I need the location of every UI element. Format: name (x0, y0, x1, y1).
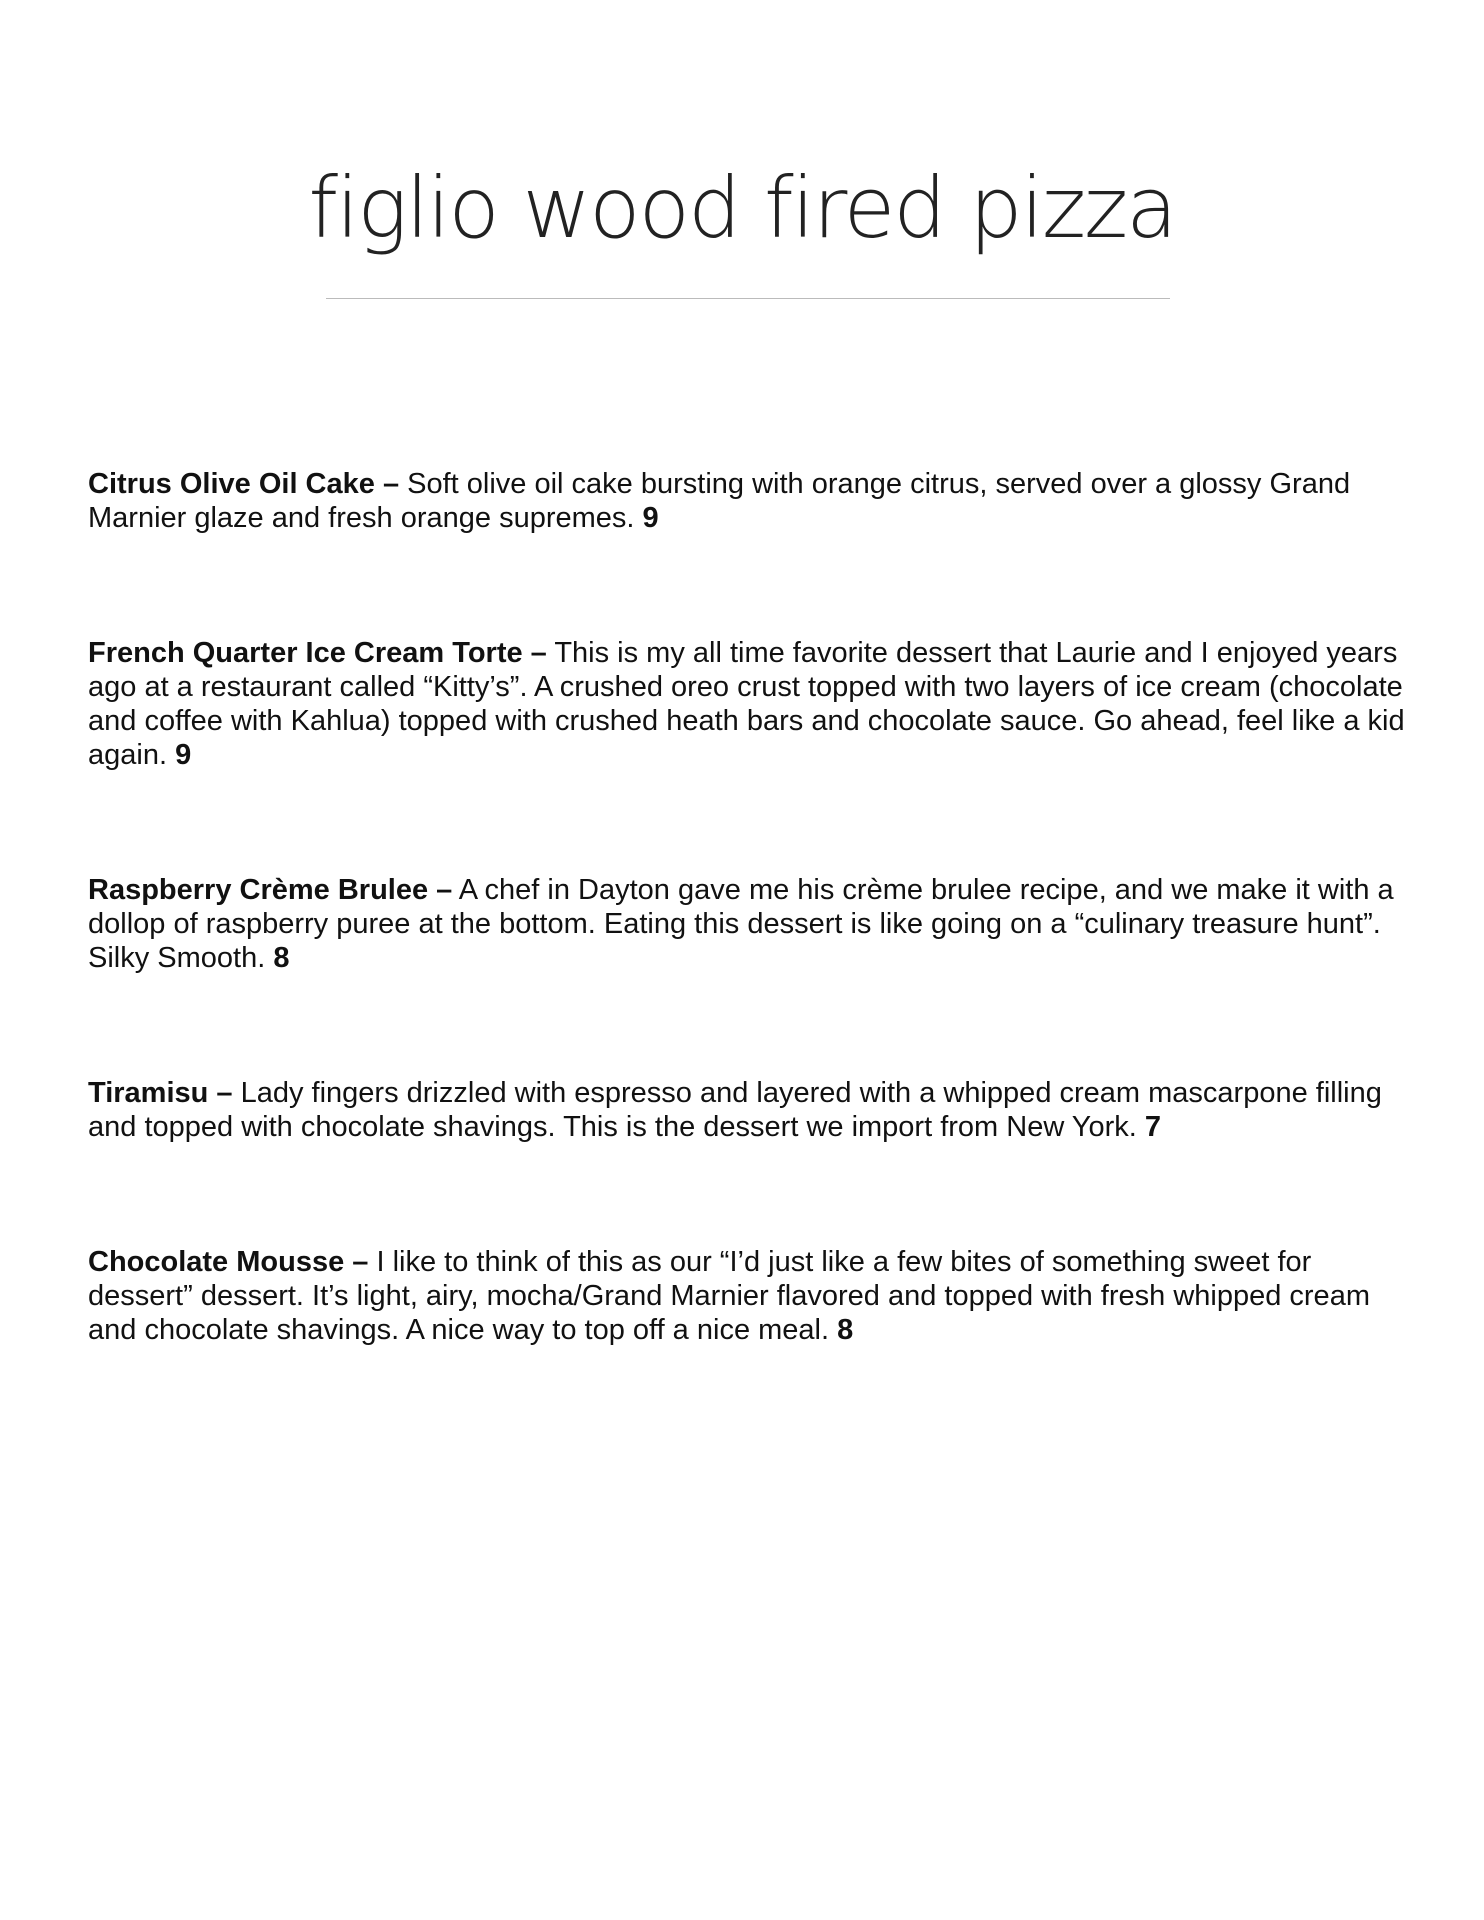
menu-item-chocolate-mousse (88, 1245, 1418, 1347)
item-name: Chocolate Mousse – (88, 1246, 369, 1278)
item-description: A chef in Dayton gave me his crème brulee recipe, and we make it with a dollop of raspberry puree at the bottom. Eating this dessert is like going on a “culinary treasure hunt”. Silky Smooth. (88, 874, 1394, 974)
menu-item-french-quarter-ice-cream-torte (88, 636, 1418, 772)
title-divider (326, 298, 1170, 299)
dessert-menu (88, 467, 1418, 1448)
item-description: I like to think of this as our “I’d just like a few bites of something sweet for dessert” dessert. It’s light, airy, mocha/Grand Marnier flavored and topped with fresh whipped cream and chocolate shavings. A nice way to top off a nice meal. (88, 1246, 1370, 1346)
menu-item-raspberry-creme-brulee (88, 873, 1418, 975)
item-price: 7 (1144, 1111, 1162, 1143)
menu-item-citrus-olive-oil-cake (88, 467, 1418, 535)
item-description: Lady fingers drizzled with espresso and layered with a whipped cream mascarpone filling and topped with chocolate shavings. This is the dessert we import from New York. (88, 1077, 1382, 1143)
item-description: This is my all time favorite dessert that Laurie and I enjoyed years ago at a restaurant called “Kitty’s”. A crushed oreo crust topped with two layers of ice cream (chocolate and coffee with Kahlua) topped with crushed heath bars and chocolate sauce. Go ahead, feel like a kid again. (88, 637, 1405, 771)
item-price: 9 (175, 739, 192, 771)
restaurant-title: figlio wood fired pizza (308, 159, 1176, 257)
item-price: 8 (837, 1314, 854, 1346)
item-name: Tiramisu – (88, 1077, 233, 1109)
item-name: French Quarter Ice Cream Torte – (88, 637, 547, 669)
item-name: Citrus Olive Oil Cake – (88, 468, 400, 500)
item-price: 9 (642, 502, 659, 534)
item-description: Soft olive oil cake bursting with orange citrus, served over a glossy Grand Marnier glaze and fresh orange supremes. (88, 468, 1351, 534)
item-name: Raspberry Crème Brulee – (88, 874, 453, 906)
item-price: 8 (273, 942, 290, 974)
menu-item-tiramisu (88, 1076, 1418, 1144)
